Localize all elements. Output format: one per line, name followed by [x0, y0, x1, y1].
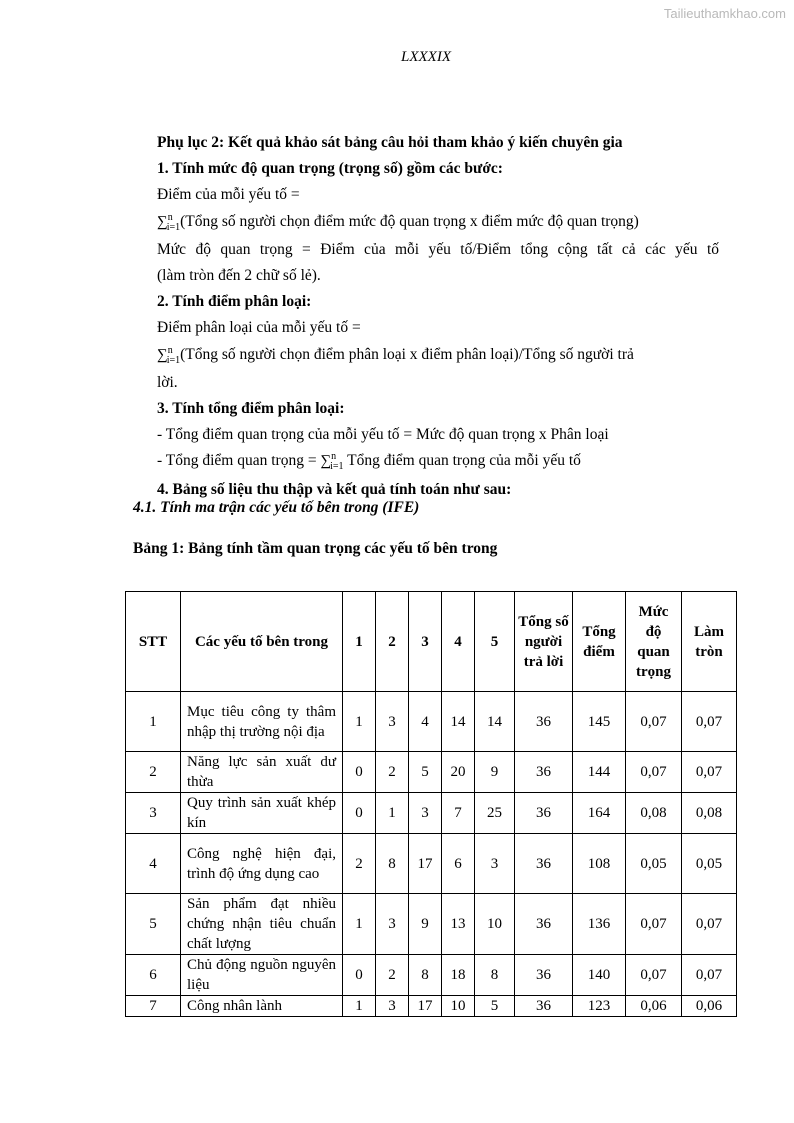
step3-line2-start: - Tổng điểm quan trọng = — [157, 452, 321, 470]
table-row — [126, 793, 737, 834]
table-cell: 1 — [376, 793, 409, 834]
table-cell: 8 — [376, 834, 409, 894]
table-cell: 0 — [343, 752, 376, 793]
step3-line1: - Tổng điểm quan trọng của mỗi yếu tố = Mức độ quan trọng x Phân loại — [157, 426, 609, 444]
step1-formula-text: (Tổng số người chọn điểm mức độ quan trọng x điểm mức độ quan trọng) — [180, 212, 639, 230]
table-header-cell: 3 — [409, 592, 442, 692]
sigma-lower: i=1 — [166, 221, 181, 233]
table-row — [126, 752, 737, 793]
step2-heading: 2. Tính điểm phân loại: — [157, 293, 312, 311]
table-cell: 0,07 — [682, 894, 737, 955]
table-cell: 0,05 — [626, 834, 682, 894]
table-header-cell: Mức độ quan trọng — [626, 592, 682, 692]
step1-line3: (làm tròn đến 2 chữ số lẻ). — [157, 267, 321, 285]
table-header-cell: 2 — [376, 592, 409, 692]
table-cell: 10 — [442, 996, 475, 1017]
table-cell: 0,07 — [626, 955, 682, 996]
step1-line2: Mức độ quan trọng = Điểm của mỗi yếu tố/Điểm tổng cộng tất cả các yếu tố — [157, 240, 719, 258]
table-cell: 8 — [475, 955, 515, 996]
table-cell: 123 — [573, 996, 626, 1017]
sigma-symbol: ∑ — [320, 453, 332, 470]
table-cell: 144 — [573, 752, 626, 793]
table-cell: 36 — [515, 996, 573, 1017]
table-row — [126, 996, 737, 1017]
page-number: LXXXIX — [401, 49, 451, 65]
table-row — [126, 834, 737, 894]
table-header-cell: 4 — [442, 592, 475, 692]
table-cell: 20 — [442, 752, 475, 793]
table-cell: 0,07 — [682, 955, 737, 996]
table-cell: 0,08 — [682, 793, 737, 834]
table-cell: 10 — [475, 894, 515, 955]
step1-formula — [157, 209, 719, 237]
table-cell: 0,07 — [626, 894, 682, 955]
table-header-row — [126, 592, 737, 692]
table-cell: 9 — [409, 894, 442, 955]
table-cell: 5 — [126, 894, 181, 955]
table-cell: 3 — [376, 894, 409, 955]
sigma-upper: n — [167, 211, 173, 223]
table-cell: 0,05 — [682, 834, 737, 894]
step4-heading: 4. Bảng số liệu thu thập và kết quả tính toán như sau: — [157, 480, 512, 498]
table-cell: 7 — [126, 996, 181, 1017]
table-cell: 6 — [442, 834, 475, 894]
table-cell: 0,07 — [682, 692, 737, 752]
step2-formula-text: (Tổng số người chọn điểm phân loại x điểm phân loại)/Tổng số người trả — [180, 345, 634, 363]
step2-formula — [157, 342, 719, 370]
table-header-cell: Tổng số người trả lời — [515, 592, 573, 692]
table-cell: 17 — [409, 834, 442, 894]
table-cell: 36 — [515, 692, 573, 752]
table-row — [126, 692, 737, 752]
factor-cell: Mục tiêu công ty thâm nhập thị trường nội địa — [181, 692, 343, 752]
factor-cell: Công nhân lành — [181, 996, 343, 1017]
table-cell: 3 — [376, 692, 409, 752]
step3-line2-end: Tổng điểm quan trọng của mỗi yếu tố — [343, 452, 581, 470]
table-cell: 136 — [573, 894, 626, 955]
table-header-cell: 5 — [475, 592, 515, 692]
step1-heading: 1. Tính mức độ quan trọng (trọng số) gồm các bước: — [157, 160, 503, 178]
appendix-title: Phụ lục 2: Kết quả khảo sát bảng câu hỏi tham khảo ý kiến chuyên gia — [157, 134, 623, 151]
table-cell: 7 — [442, 793, 475, 834]
sigma-symbol: ∑ — [157, 346, 168, 363]
table-cell: 0,06 — [682, 996, 737, 1017]
table-cell: 14 — [442, 692, 475, 752]
step2-line1: Điểm phân loại của mỗi yếu tố = — [157, 319, 361, 337]
table-cell: 0,06 — [626, 996, 682, 1017]
factor-cell: Sản phẩm đạt nhiều chứng nhận tiêu chuẩn chất lượng — [181, 894, 343, 955]
table-cell: 0,07 — [626, 752, 682, 793]
table-cell: 6 — [126, 955, 181, 996]
table-cell: 2 — [126, 752, 181, 793]
table-cell: 9 — [475, 752, 515, 793]
table-cell: 2 — [376, 955, 409, 996]
table-cell: 18 — [442, 955, 475, 996]
sigma-lower: i=1 — [330, 461, 344, 473]
step1-line1: Điểm của mỗi yếu tố = — [157, 186, 300, 204]
table-cell: 3 — [475, 834, 515, 894]
table-cell: 2 — [343, 834, 376, 894]
table-header-cell: Các yếu tố bên trong — [181, 592, 343, 692]
table-cell: 0 — [343, 955, 376, 996]
table-cell: 36 — [515, 955, 573, 996]
factor-cell: Chủ động nguồn nguyên liệu — [181, 955, 343, 996]
step2-formula-end: lời. — [157, 373, 178, 391]
table-cell: 1 — [343, 692, 376, 752]
factor-cell: Quy trình sản xuất khép kín — [181, 793, 343, 834]
table-cell: 108 — [573, 834, 626, 894]
table-cell: 14 — [475, 692, 515, 752]
table-cell: 8 — [409, 955, 442, 996]
table-cell: 0,08 — [626, 793, 682, 834]
factor-cell: Công nghệ hiện đại, trình độ ứng dụng cao — [181, 834, 343, 894]
table-cell: 25 — [475, 793, 515, 834]
table-caption: Bảng 1: Bảng tính tầm quan trọng các yếu tố bên trong — [133, 540, 498, 557]
table-row — [126, 894, 737, 955]
table-header-cell: Tổng điểm — [573, 592, 626, 692]
table-cell: 164 — [573, 793, 626, 834]
step3-heading: 3. Tính tổng điểm phân loại: — [157, 400, 345, 418]
table-cell: 0,07 — [626, 692, 682, 752]
table-cell: 4 — [126, 834, 181, 894]
table-cell: 13 — [442, 894, 475, 955]
factor-cell: Năng lực sản xuất dư thừa — [181, 752, 343, 793]
table-cell: 36 — [515, 752, 573, 793]
step3-line2 — [157, 448, 719, 476]
table-header-cell: 1 — [343, 592, 376, 692]
table-cell: 17 — [409, 996, 442, 1017]
watermark: Tailieuthamkhao.com — [663, 6, 786, 21]
table-cell: 1 — [126, 692, 181, 752]
table-cell: 3 — [126, 793, 181, 834]
section-heading-ife: 4.1. Tính ma trận các yếu tố bên trong (IFE) — [133, 499, 420, 516]
sigma-upper: n — [331, 451, 337, 463]
table-cell: 0 — [343, 793, 376, 834]
sigma-lower: i=1 — [166, 354, 181, 366]
table-cell: 36 — [515, 834, 573, 894]
sigma-upper: n — [167, 344, 173, 356]
table-cell: 36 — [515, 793, 573, 834]
table-header-cell: STT — [126, 592, 181, 692]
table-cell: 1 — [343, 996, 376, 1017]
table-cell: 5 — [475, 996, 515, 1017]
table-cell: 0,07 — [682, 752, 737, 793]
sigma-symbol: ∑ — [157, 213, 168, 230]
document-body — [157, 130, 719, 503]
table-cell: 140 — [573, 955, 626, 996]
ife-table — [125, 591, 737, 1017]
sigma-bounds — [330, 451, 344, 473]
table-cell: 3 — [409, 793, 442, 834]
table-body — [126, 692, 737, 1017]
table-header-cell: Làm tròn — [682, 592, 737, 692]
table-cell: 3 — [376, 996, 409, 1017]
sigma-bounds — [166, 344, 181, 366]
table-cell: 1 — [343, 894, 376, 955]
table-cell: 36 — [515, 894, 573, 955]
table-cell: 145 — [573, 692, 626, 752]
table-cell: 5 — [409, 752, 442, 793]
table-cell: 4 — [409, 692, 442, 752]
table-row — [126, 955, 737, 996]
sigma-bounds — [166, 211, 181, 233]
table-cell: 2 — [376, 752, 409, 793]
